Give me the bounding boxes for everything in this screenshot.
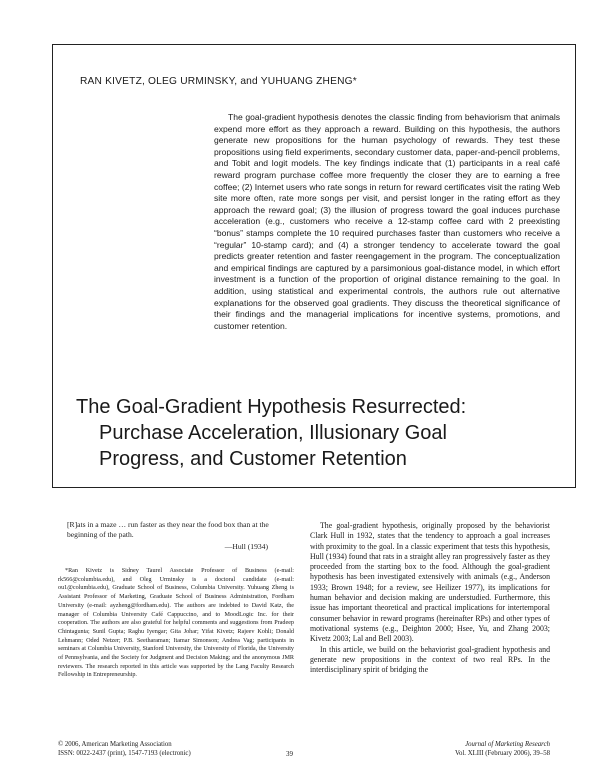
journal-volume: Vol. XLIII (February 2006), 39–58 xyxy=(454,750,550,757)
epigraph-quote: [R]ats in a maze … run faster as they near the food box than at the beginning of the path. xyxy=(67,520,269,539)
body-paragraph-1: The goal-gradient hypothesis, originally proposed by the behaviorist Clark Hull in 1932, states that the tendency to approach a goal increases with proximity to the goal. In a classic experiment that tests this hypothesis, Hull (1934) found that rats in a straight alley ran progressively faster as they proceeded from the starting box to the food. Although the goal-gradient hypothesis has been investigated extensively with animals (e.g., Anderson 1933; Brown 1948; for a review, see Heilizer 1977), its implications for human behavior and decision making are understudied. Furthermore, this issue has important theoretical and practical implications for intertemporal consumer behavior in reward programs (hereinafter RPs) and other types of motivational systems (e.g., Deighton 2000; Hsee, Yu, and Zhang 2003; Kivetz 2003; Lal and Bell 2003). xyxy=(310,521,550,644)
epigraph-source: —Hull (1934) xyxy=(224,542,268,551)
copyright-line: © 2006, American Marketing Association xyxy=(58,741,172,748)
abstract-text: The goal-gradient hypothesis denotes the classic finding from behaviorism that animals expend more effort as they approach a reward. Building on this hypothesis, the authors generate new propositions for the human psychology of rewards. They test these propositions using field experiments, secondary customer data, paper-and-pencil problems, and Tobit and logit models. The key findings indicate that (1) participants in a real café reward program purchase coffee more frequently the closer they are to earning a free coffee; (2) Internet users who rate songs in return for reward certificates visit the rating Web site more often, rate more songs per visit, and persist longer in the rating effort as they approach the reward goal; (3) the illusion of progress toward the goal induces purchase acceleration (e.g., customers who receive a 12-stamp coffee card with 2 preexisting “bonus” stamps complete the 10 required purchases faster than customers who receive a “regular” 10-stamp card); and (4) a stronger tendency to accelerate toward the goal predicts greater retention and faster reengagement in the program. The conceptualization and empirical findings are captured by a parsimonious goal-distance model, in which effort investment is a function of the proportion of original distance remaining to the goal. In addition, using statistical and experimental controls, the authors rule out alternative explanations for the observed goal gradients. They discuss the theoretical significance of their findings and the managerial implications for incentive systems, promotions, and customer retention. xyxy=(214,112,560,331)
left-column xyxy=(58,520,294,686)
right-column xyxy=(310,521,550,675)
journal-name: Journal of Marketing Research xyxy=(465,741,550,748)
title-line-3: Progress, and Customer Retention xyxy=(99,448,407,470)
author-line: RAN KIVETZ, OLEG URMINSKY, and YUHUANG ZHENG* xyxy=(80,76,357,87)
footer-journal xyxy=(438,740,550,758)
body-paragraph-2: In this article, we build on the behaviorist goal-gradient hypothesis and generate new propositions in the context of two real RPs. In the interdisciplinary spirit of bridging the xyxy=(310,644,550,675)
title-line-1: The Goal-Gradient Hypothesis Resurrected: xyxy=(76,396,467,418)
footer-copyright xyxy=(58,740,191,758)
issn-line: ISSN: 0022-2437 (print), 1547-7193 (electronic) xyxy=(58,750,191,757)
article-title xyxy=(76,394,576,472)
author-footnote: *Ran Kivetz is Sidney Taurel Associate Professor of Business (e-mail: rk566@columbia.edu), and Oleg Urminsky is a doctoral candidate (e-mail: ou1@columbia.edu), Graduate School of Business, Columbia University. Yuhuang Zheng is Assistant Professor of Marketing, Graduate School of Business Administration, Fordham University (e-mail: ayzheng@fordham.edu). The authors are indebted to David Katz, the manager of Columbia University Café Cappuccino, and to MoodLogic Inc. for their cooperation. The authors are also grateful for helpful comments and suggestions from Pradeep Chintagunta; Sunil Gupta; Raghu Iyengar; Gita Johar; Yifat Kivetz; Rajeev Kohli; Donald Lehmann; Oded Netzer; P.B. Seetharaman; Itamar Simonson; Andrea Vag; participants in seminars at Columbia University, Stanford University, the University of Florida, the University of Pennsylvania, and the Society for Judgment and Decision Making; and the anonymous JMR reviewers. The research reported in this article was supported by the Lang Faculty Research Fellowship in Entrepreneurship. xyxy=(58,568,294,679)
page-number: 39 xyxy=(286,750,293,758)
title-line-2: Purchase Acceleration, Illusionary Goal xyxy=(99,422,447,444)
